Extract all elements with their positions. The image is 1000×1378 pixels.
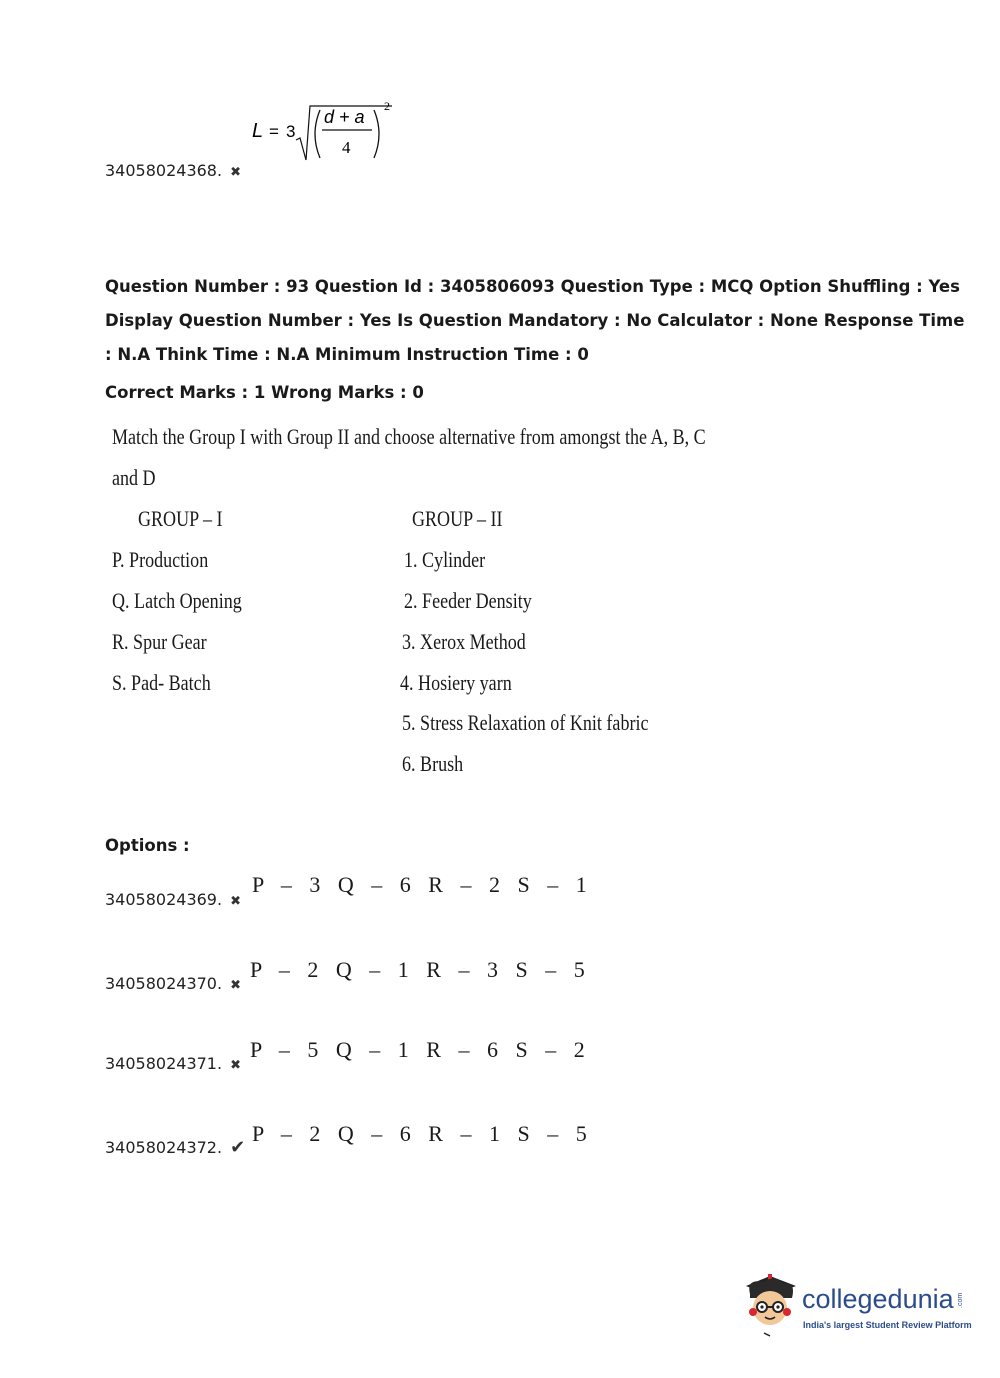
group-1-item: R. Spur Gear <box>112 629 207 654</box>
marks-line: Correct Marks : 1 Wrong Marks : 0 <box>105 383 424 402</box>
option-row[interactable] <box>105 1137 245 1158</box>
question-meta-line-2: Display Question Number : Yes Is Question Mandatory : No Calculator : None Response Time <box>105 311 965 330</box>
formula-eq: = <box>269 122 279 141</box>
formula-denominator: 4 <box>342 138 351 157</box>
formula-exponent: 2 <box>384 99 390 113</box>
formula-coef: 3 <box>286 122 296 141</box>
cross-icon: ✖ <box>230 1058 241 1073</box>
group-1-item: S. Pad- Batch <box>112 670 211 695</box>
cross-icon: ✖ <box>230 978 241 993</box>
formula <box>252 96 402 166</box>
cross-icon: ✖ <box>230 894 241 909</box>
group-1-item: Q. Latch Opening <box>112 588 242 613</box>
brand-name: collegedunia <box>802 1284 954 1314</box>
group-2-item: 3. Xerox Method <box>402 629 526 654</box>
formula-lhs: L <box>252 120 264 142</box>
brand-suffix: .com <box>956 1292 964 1308</box>
option-text[interactable]: P – 5 Q – 1 R – 6 S – 2 <box>250 1037 586 1062</box>
group-2-item: 6. Brush <box>402 751 464 776</box>
option-row[interactable] <box>105 974 241 993</box>
group-2-item: 4. Hosiery yarn <box>400 670 512 695</box>
formula-svg <box>252 96 402 166</box>
option-id: 34058024372. <box>105 1138 223 1157</box>
cross-icon: ✖ <box>230 165 241 180</box>
collegedunia-logo <box>740 1272 970 1340</box>
option-row[interactable] <box>105 890 241 909</box>
group-2-item: 1. Cylinder <box>404 547 486 572</box>
brand-tagline: India's largest Student Review Platform <box>803 1320 972 1330</box>
group-2-header: GROUP – II <box>412 506 503 531</box>
group-1-item: P. Production <box>112 547 209 572</box>
option-text[interactable]: P – 2 Q – 1 R – 3 S – 5 <box>250 957 586 982</box>
mascot-icon <box>740 1272 802 1338</box>
left-paren <box>315 110 320 158</box>
right-paren <box>374 110 379 158</box>
question-meta-line-1: Question Number : 93 Question Id : 3405806093 Question Type : MCQ Option Shuffling : Yes <box>105 277 960 296</box>
group-2-item: 2. Feeder Density <box>404 588 532 613</box>
option-id: 34058024371. <box>105 1054 223 1073</box>
option-id: 34058024370. <box>105 974 223 993</box>
options-label: Options : <box>105 836 190 855</box>
formula-numerator: d + a <box>324 107 365 127</box>
question-text-line-1: Match the Group I with Group II and choose alternative from amongst the A, B, C <box>112 424 706 449</box>
option-row[interactable] <box>105 1054 241 1073</box>
check-icon: ✔ <box>230 1137 246 1158</box>
group-2-item: 5. Stress Relaxation of Knit fabric <box>402 710 649 735</box>
question-meta-line-3: : N.A Think Time : N.A Minimum Instruction Time : 0 <box>105 345 589 364</box>
group-1-header: GROUP – I <box>138 506 223 531</box>
question-text-line-2: and D <box>112 465 156 490</box>
previous-option-row <box>105 161 241 180</box>
option-id: 34058024368. <box>105 161 223 180</box>
option-id: 34058024369. <box>105 890 223 909</box>
option-text[interactable]: P – 3 Q – 6 R – 2 S – 1 <box>252 872 588 897</box>
option-text[interactable]: P – 2 Q – 6 R – 1 S – 5 <box>252 1121 588 1146</box>
